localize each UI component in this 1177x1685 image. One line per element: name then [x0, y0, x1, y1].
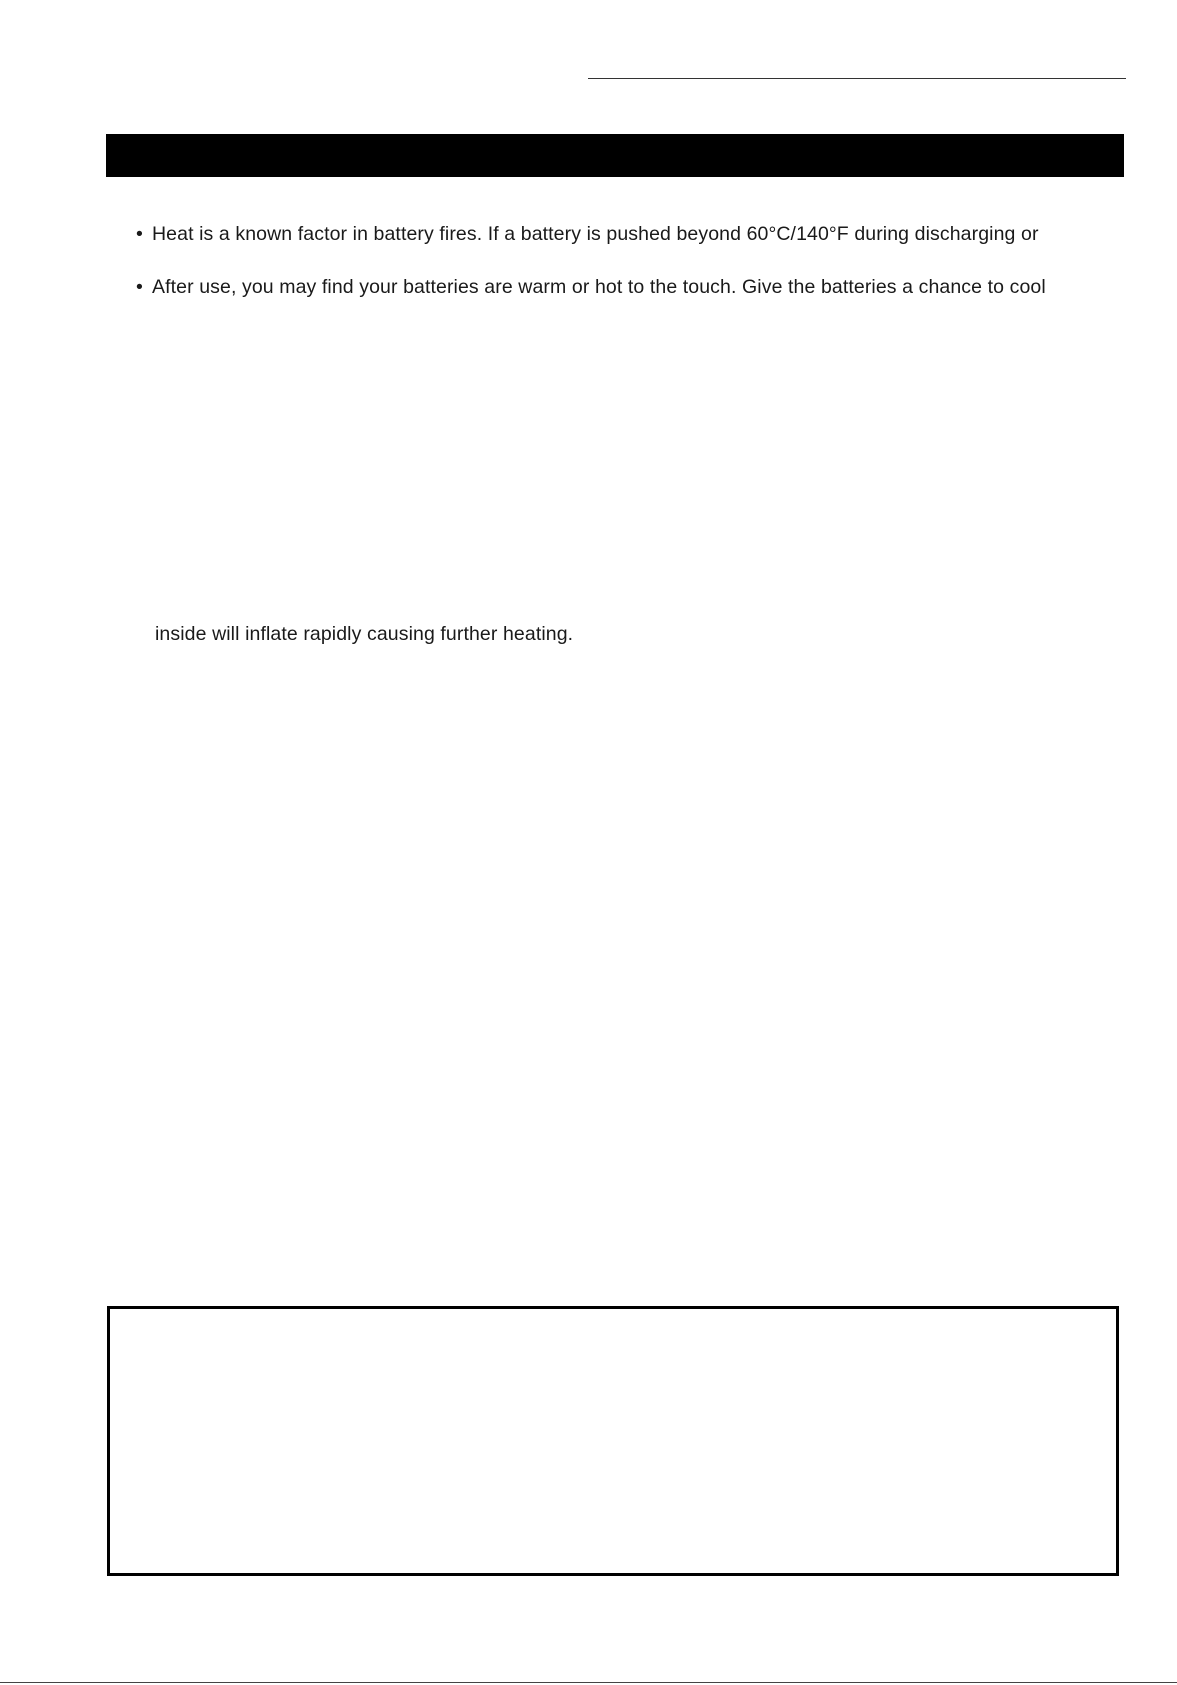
bullet-text: Heat is a known factor in battery fires. If a battery is pushed beyond 60°C/140°F during discharging or [152, 223, 1039, 245]
section-header-bar [106, 134, 1124, 177]
notice-box [107, 1306, 1119, 1576]
continuation-text: inside will inflate rapidly causing further heating. [155, 623, 574, 645]
bullet-text: After use, you may find your batteries are warm or hot to the touch. Give the batteries a chance to cool [152, 276, 1046, 298]
bullet-icon: • [136, 223, 143, 245]
bullet-item-heat [136, 222, 1039, 246]
bullet-item-after-use [136, 275, 1046, 299]
bottom-rule [0, 1682, 1177, 1683]
header-rule [588, 78, 1126, 79]
bullet-icon: • [136, 276, 143, 298]
